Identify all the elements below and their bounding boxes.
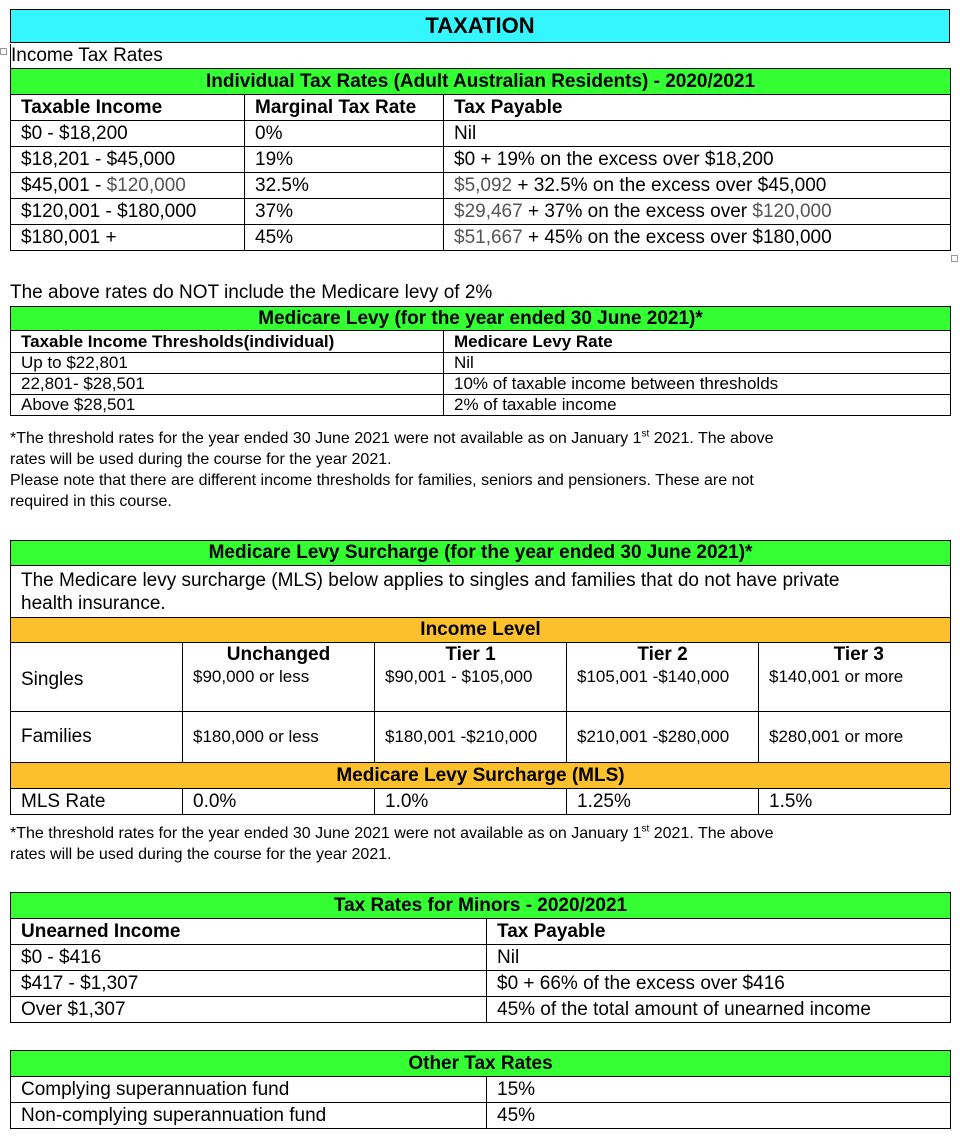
mls-rate-label: MLS Rate <box>11 789 183 815</box>
income-range: $180,001 + <box>21 226 117 248</box>
rate-cell: 0% <box>245 121 444 147</box>
threshold-note-2: *The threshold rates for the year ended 30 June 2021 were not available as on January 1st 2021. The above rates will be used during the course for the year 2021. <box>10 823 774 863</box>
tier-unchanged: Unchanged <box>183 643 375 667</box>
table-row: Non-complying superannuation fund 45% <box>11 1103 951 1129</box>
table-row: $120,001 - $180,000 37% $29,467 + 37% on the excess over $120,000 <box>11 199 951 225</box>
tax-payable-cell: + 45% on the excess over $180,000 <box>522 226 832 248</box>
families-label: Families <box>11 712 183 763</box>
col-minors-tax-payable: Tax Payable <box>487 919 951 945</box>
col-taxable-income: Taxable Income <box>11 95 245 121</box>
col-marginal-rate: Marginal Tax Rate <box>245 95 444 121</box>
table-resize-handle-icon[interactable] <box>951 255 958 262</box>
threshold-note: *The threshold rates for the year ended 30 June 2021 were not available as on January 1st 2021. The above rates will be used during the course for the year 2021. Please note that there are different income thresholds for families, seniors and pensioners. These are not required in this course. <box>10 428 950 512</box>
minors-tax-table <box>10 892 951 1023</box>
table-row: Complying superannuation fund 15% <box>11 1077 951 1103</box>
mls-heading: Medicare Levy Surcharge (for the year ended 30 June 2021)* <box>11 541 951 566</box>
table-row: Singles $90,000 or less $90,001 - $105,000 $105,001 -$140,000 $140,001 or more <box>11 667 951 712</box>
table-row: $417 - $1,307 $0 + 66% of the excess over $416 <box>11 971 951 997</box>
table-row: Families $180,000 or less $180,001 -$210,000 $210,001 -$280,000 $280,001 or more <box>11 712 951 763</box>
individual-heading: Individual Tax Rates (Adult Australian Residents) - 2020/2021 <box>11 69 951 95</box>
table-row: 22,801- $28,501 10% of taxable income between thresholds <box>11 374 951 395</box>
table-row <box>11 121 951 147</box>
minors-heading: Tax Rates for Minors - 2020/2021 <box>11 893 951 919</box>
col-unearned-income: Unearned Income <box>11 919 487 945</box>
table-row: $0 - $416 Nil <box>11 945 951 971</box>
medicare-note: The above rates do NOT include the Medicare levy of 2% <box>10 282 493 303</box>
rate-cell: 32.5% <box>245 173 444 199</box>
income-range: $18,201 - $45,000 <box>21 148 176 170</box>
section-label: Income Tax Rates <box>10 44 311 68</box>
singles-label: Singles <box>11 667 183 712</box>
other-heading: Other Tax Rates <box>11 1051 951 1077</box>
tier-3: Tier 3 <box>759 643 951 667</box>
table-row: Above $28,501 2% of taxable income <box>11 395 951 416</box>
table-row: Up to $22,801 Nil <box>11 353 951 374</box>
individual-tax-table <box>10 68 951 251</box>
medicare-levy-table <box>10 306 951 416</box>
mls-table <box>10 540 951 815</box>
tax-payable-cell: Nil <box>454 122 477 144</box>
tax-payable-cell: $0 + 19% on the excess over $18,200 <box>454 148 774 170</box>
tier-1: Tier 1 <box>375 643 567 667</box>
mls-description: The Medicare levy surcharge (MLS) below applies to singles and families that do not have private health insurance. <box>11 566 951 618</box>
rate-cell: 37% <box>245 199 444 225</box>
table-move-handle-icon[interactable] <box>0 48 7 55</box>
medicare-heading: Medicare Levy (for the year ended 30 June 2021)* <box>11 307 951 331</box>
page-title: TAXATION <box>10 9 950 43</box>
table-row: $45,001 - $120,000 32.5% $5,092 + 32.5% on the excess over $45,000 <box>11 173 951 199</box>
income-level-heading: Income Level <box>11 618 951 643</box>
income-range: $120,001 - $180,000 <box>21 200 197 222</box>
col-income-thresholds: Taxable Income Thresholds(individual) <box>11 331 444 353</box>
col-tax-payable: Tax Payable <box>444 95 951 121</box>
table-row <box>11 147 951 173</box>
family-note: Please note that there are different income thresholds for families, seniors and pensioners. These are not <box>10 472 754 489</box>
rate-cell: 45% <box>245 225 444 251</box>
tax-payable-cell: + 32.5% on the excess over $45,000 <box>512 174 827 196</box>
table-row: $180,001 + 45% $51,667 + 45% on the excess over $180,000 <box>11 225 951 251</box>
mls-surcharge-heading: Medicare Levy Surcharge (MLS) <box>11 763 951 789</box>
table-row: MLS Rate 0.0% 1.0% 1.25% 1.5% <box>11 789 951 815</box>
income-range: $0 - $18,200 <box>21 122 128 144</box>
other-tax-table <box>10 1050 951 1129</box>
income-range: $45,001 - <box>21 174 107 196</box>
rate-cell: 19% <box>245 147 444 173</box>
col-levy-rate: Medicare Levy Rate <box>444 331 951 353</box>
tax-payable-cell: + 37% on the excess over <box>522 200 753 222</box>
table-row: Over $1,307 45% of the total amount of unearned income <box>11 997 951 1023</box>
tier-2: Tier 2 <box>567 643 759 667</box>
